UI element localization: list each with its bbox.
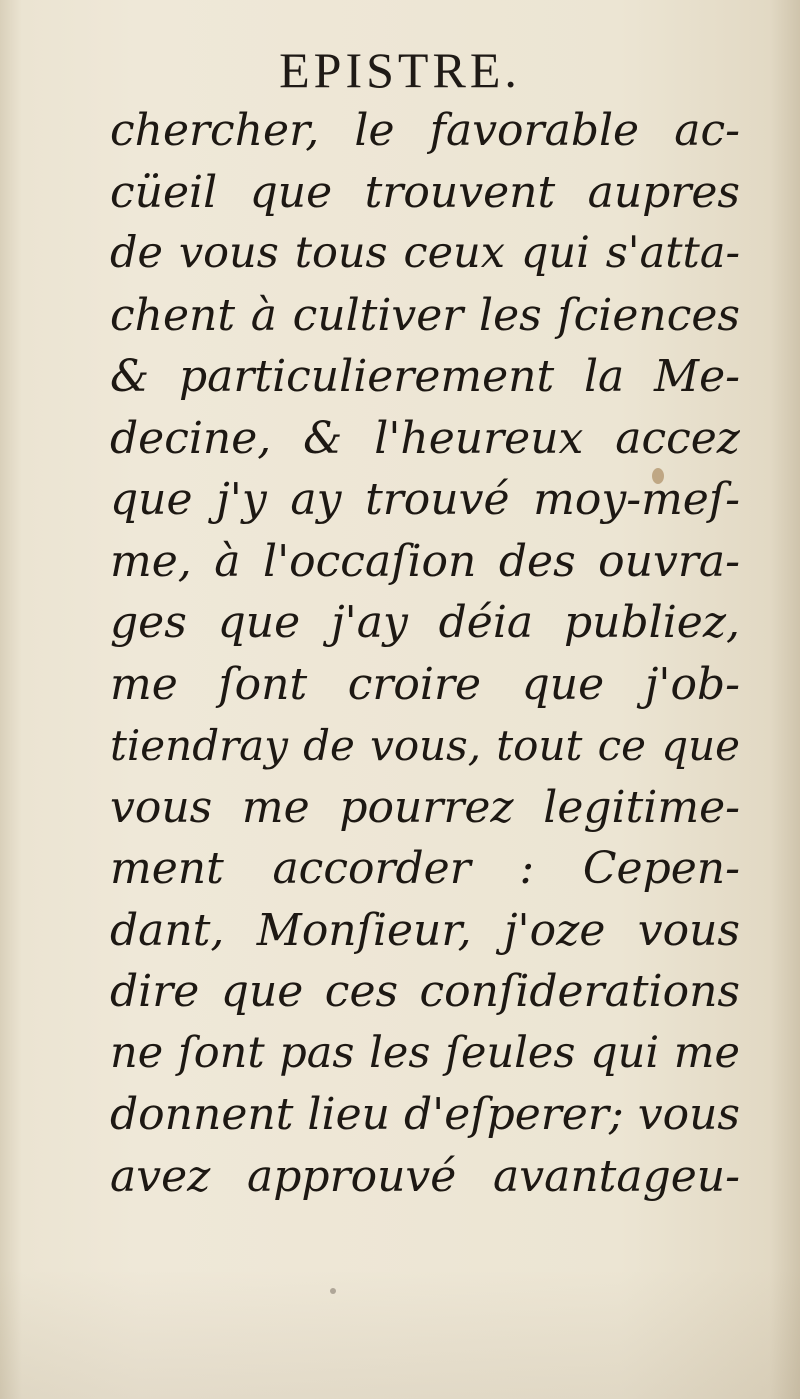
- text-line: me, à l'occaſion des ouvra-: [110, 535, 740, 587]
- text-line: donnent lieu d'eſperer; vous: [110, 1089, 740, 1140]
- text-line: me ſont croire que j'ob-: [110, 658, 740, 710]
- text-line: cüeil que trouvent aupres: [110, 166, 740, 218]
- text-line: vous me pourrez legitime-: [110, 781, 740, 833]
- text-line: ment accorder : Cepen-: [110, 843, 740, 894]
- text-line: dire que ces conſiderations: [110, 966, 740, 1017]
- text-line: avez approuvé avantageu-: [110, 1150, 740, 1202]
- body-text: [110, 100, 740, 1280]
- text-line: dant, Monſieur, j'oze vous: [110, 904, 740, 956]
- ink-stain: [652, 468, 664, 484]
- paper-speck: [330, 1288, 336, 1294]
- text-line: de vous tous ceux qui s'atta-: [110, 228, 740, 278]
- running-head: EPISTRE.: [279, 42, 521, 98]
- text-line: ne ſont pas les ſeules qui me: [110, 1027, 740, 1078]
- text-line: decine, & l'heureux accez: [110, 412, 740, 464]
- text-line: que j'y ay trouvé moy-meſ-: [110, 474, 740, 525]
- text-line: chercher, le favorable ac-: [110, 105, 740, 156]
- text-line: chent à cultiver les ſciences: [110, 289, 740, 341]
- text-line: & particulierement la Me-: [110, 351, 740, 402]
- text-line: ges que j'ay déia publiez,: [110, 597, 740, 648]
- text-line: tiendray de vous, tout ce que: [110, 721, 740, 770]
